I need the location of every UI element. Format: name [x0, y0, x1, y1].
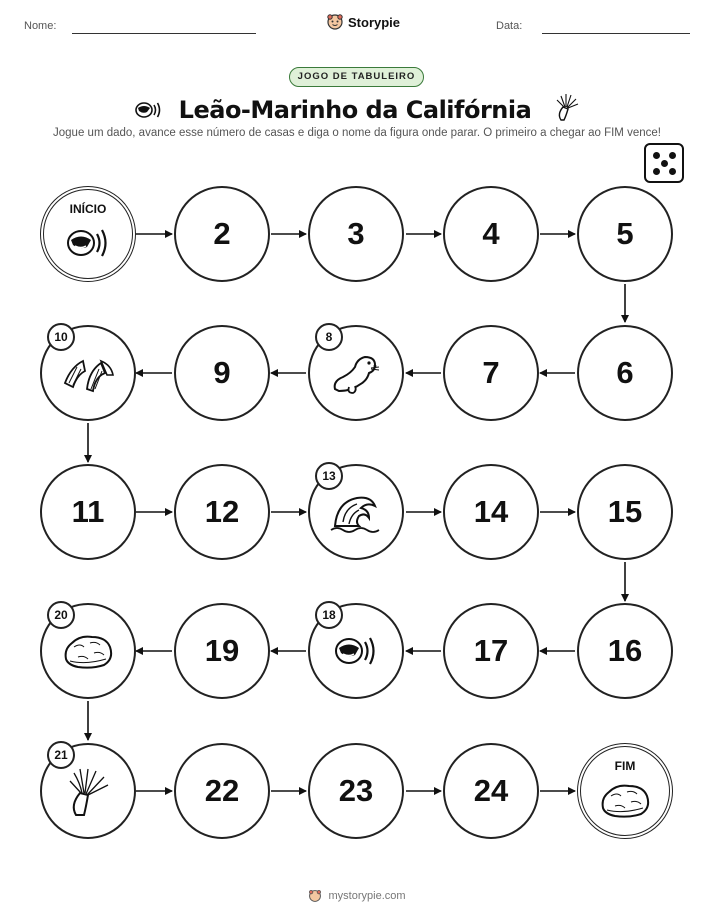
mouth-sound-icon	[333, 633, 379, 669]
date-label: Data:	[496, 20, 523, 32]
cell-number: 12	[204, 494, 240, 529]
cell-number: 20	[47, 601, 75, 629]
flippers-icon	[61, 353, 115, 393]
cell-number: 19	[204, 633, 240, 668]
board-cell-17	[443, 603, 539, 699]
board-cell-5	[577, 186, 673, 282]
board-cell-22	[174, 743, 270, 839]
board-cell-21	[40, 743, 136, 839]
brand-name: Storypie	[348, 14, 401, 30]
cell-number: 7	[482, 355, 500, 390]
instructions: Jogue um dado, avance esse número de casas e diga o nome da figura onde parar. O primeiro a chegar ao FIM vence!	[53, 127, 661, 139]
board-cell-24	[443, 743, 539, 839]
cell-number: 24	[473, 773, 509, 808]
board-cell-13	[308, 464, 404, 560]
cell-number: 9	[213, 355, 231, 390]
page-title: Leão-Marinho da Califórnia	[178, 96, 532, 124]
board-cell-11	[40, 464, 136, 560]
board-cell-20	[40, 603, 136, 699]
cell-number: 8	[315, 323, 343, 351]
mouth-sound-icon	[65, 225, 111, 261]
board-cell-3	[308, 186, 404, 282]
board-cell-15	[577, 464, 673, 560]
cell-number: 17	[473, 633, 509, 668]
name-label: Nome:	[24, 20, 57, 32]
board-cell-14	[443, 464, 539, 560]
board-cell-6	[577, 325, 673, 421]
cell-number: 13	[315, 462, 343, 490]
board-cell-7	[443, 325, 539, 421]
wave-icon	[329, 490, 383, 534]
end-label: FIM	[614, 759, 636, 773]
footer-url[interactable]: mystorypie.com	[328, 890, 406, 902]
board-cell-8	[308, 325, 404, 421]
sea-lion-icon	[329, 351, 383, 395]
board-cell-23	[308, 743, 404, 839]
cell-number: 3	[347, 216, 365, 251]
cell-number: 11	[71, 494, 105, 529]
cell-number: 15	[607, 494, 643, 529]
board-cell-10	[40, 325, 136, 421]
board-cell-4	[443, 186, 539, 282]
rock-icon	[599, 780, 651, 820]
rock-icon	[62, 631, 114, 671]
cell-number: 22	[204, 773, 240, 808]
start-label: INÍCIO	[69, 202, 107, 216]
cell-number: 2	[213, 216, 231, 251]
end-cell	[577, 743, 673, 839]
cell-number: 6	[616, 355, 634, 390]
cell-number: 4	[482, 216, 500, 251]
board-cell-9	[174, 325, 270, 421]
board-cell-16	[577, 603, 673, 699]
cell-number: 16	[607, 633, 643, 668]
board-cell-19	[174, 603, 270, 699]
cell-number: 14	[473, 494, 509, 529]
storypie-footer-icon	[308, 889, 322, 903]
board-cell-12	[174, 464, 270, 560]
start-cell	[40, 186, 136, 282]
cell-number: 18	[315, 601, 343, 629]
footer	[0, 889, 714, 903]
cell-number: 5	[616, 216, 634, 251]
board-cell-2	[174, 186, 270, 282]
game-type-badge: JOGO DE TABULEIRO	[289, 67, 424, 87]
cell-number: 21	[47, 741, 75, 769]
sea-anemone-icon	[66, 765, 110, 817]
board-cell-18	[308, 603, 404, 699]
cell-number: 10	[47, 323, 75, 351]
cell-number: 23	[338, 773, 374, 808]
